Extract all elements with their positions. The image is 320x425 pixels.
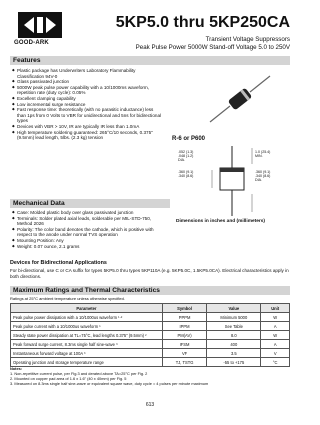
- table-row: Steady state power dissipation at TL=75°C, lead lengths 0.375" (9.5mm) ² PM(AV) 8.0 W: [11, 331, 290, 340]
- mechanical-item: ◆ Mounting Position: Any: [12, 238, 167, 244]
- dim-body-length: .360 (9.1) .340 (8.6): [178, 170, 194, 179]
- subtitle-type: Transient Voltage Suppressors: [205, 36, 290, 43]
- ratings-notes: [10, 366, 295, 386]
- features-list: [12, 68, 162, 141]
- feature-item: ◆ Glass passivated junction: [12, 79, 162, 85]
- page-title: 5KP5.0 thru 5KP250CA: [115, 14, 290, 31]
- notes-heading: Notes:: [10, 366, 23, 371]
- table-row: Operating junction and storage temperature range TJ, TSTG -55 to +175 °C: [11, 358, 290, 367]
- dim-body-diameter: .360 (9.1) .340 (8.6) DIA.: [255, 170, 271, 183]
- feature-item: ◆ Devices with VBR > 10V, IR are typically IR less than 1.0mA: [12, 124, 162, 130]
- package-label: R-6 or P600: [172, 136, 206, 142]
- subtitle-ratings: Peak Pulse Power 5000W Stand-off Voltage 5.0 to 250V: [135, 44, 290, 51]
- col-unit: Unit: [261, 304, 290, 313]
- ratings-table: [10, 303, 290, 367]
- table-row: Peak pulse power dissipation with a 10/1000us waveform ¹·² PPPM Minimum 5000 W: [11, 313, 290, 322]
- col-parameter: Parameter: [11, 304, 163, 313]
- table-header-row: [11, 304, 290, 313]
- mechanical-item: ◆ Polarity: The color band denotes the cathode, which is positive with respect to the anode under normal TVS operation: [12, 227, 167, 238]
- col-value: Value: [207, 304, 261, 313]
- bidirectional-heading: Devices for Bidirectional Applications: [10, 260, 107, 266]
- bidirectional-text: For bi-directional, use C or CA suffix for types 5KP5.0 thru types 5KP110A (e.g. 5KP5.0C, 1.5KP5.0CA). Electrical characteristics apply in both directions.: [10, 268, 289, 279]
- feature-item: ◆ 5000W peak pulse power capability with a 10/1000ms waveform, repetition rate (duty cycle): 0.05%: [12, 85, 162, 96]
- diode-image-icon: [205, 70, 275, 130]
- diode-photo: [205, 70, 275, 130]
- page-number: 613: [145, 402, 155, 408]
- ratings-heading: Maximum Ratings and Thermal Characteristics: [10, 286, 290, 295]
- logo-text: GOOD-ARK: [14, 40, 49, 46]
- mechanical-item: ◆ Terminals: Solder plated axial leads, solderable per MIL-STD-750, Method 2026: [12, 216, 167, 227]
- mechanical-item: ◆ Case: Molded plastic body over glass passivated junction: [12, 210, 167, 216]
- feature-item: ◆ Low incremental surge resistance: [12, 102, 162, 108]
- feature-item: ◆ Fast response time: theoretically (with no parasitic inductance) less than 1ps from 0 Volts to VBR for unidirectional and 5ns for bidirectional types: [12, 107, 162, 124]
- mechanical-heading: Mechanical Data: [10, 199, 170, 208]
- package-caption: Dimensions in inches and (millimeters): [176, 219, 266, 224]
- table-row: Instantaneous forward voltage at 100A ³ VF 3.5 V: [11, 349, 290, 358]
- mechanical-item: ◆ Weight: 0.07 ounce, 2.1 grams: [12, 244, 167, 250]
- feature-item: ◆ Excellent clamping capability: [12, 96, 162, 102]
- ratings-table-wrap: [10, 303, 290, 367]
- dim-lead-diameter: .052 (1.3) .048 (1.2) DIA.: [178, 150, 194, 163]
- ratings-note: Ratings at 25°C ambient temperature unless otherwise specified.: [10, 296, 125, 301]
- feature-item: ◆ Plastic package has Underwriters Laboratory Flammability Classification 94V-0: [12, 68, 162, 79]
- dim-lead-length: 1.0 (25.4) MIN.: [255, 150, 271, 159]
- note-item: 2. Mounted on copper pad area of 1.6 x 1.6" (40 x 40mm) per Fig. 5: [10, 376, 127, 381]
- col-symbol: Symbol: [162, 304, 206, 313]
- mechanical-list: [12, 210, 167, 249]
- feature-item: ◆ High temperature soldering guaranteed: 265°C/10 seconds, 0.375" (9.5mm) lead length, 5lbs. (2.3 kg) tension: [12, 130, 162, 141]
- table-row: Peak forward surge current, 8.3ms single half sine-wave ³ IFSM 400 A: [11, 340, 290, 349]
- note-item: 1. Non-repetitive current pulse, per Fig.3 and derated above TA=25°C per Fig. 2: [10, 371, 148, 376]
- features-heading: Features: [10, 56, 290, 65]
- note-item: 3. Measured on 8.3ms single half sine-wave or equivalent square wave, duty cycle = 4 pulses per minute maximum: [10, 381, 209, 386]
- table-row: Peak pulse current with a 10/1000us waveform ¹ IPPM See Table A: [11, 322, 290, 331]
